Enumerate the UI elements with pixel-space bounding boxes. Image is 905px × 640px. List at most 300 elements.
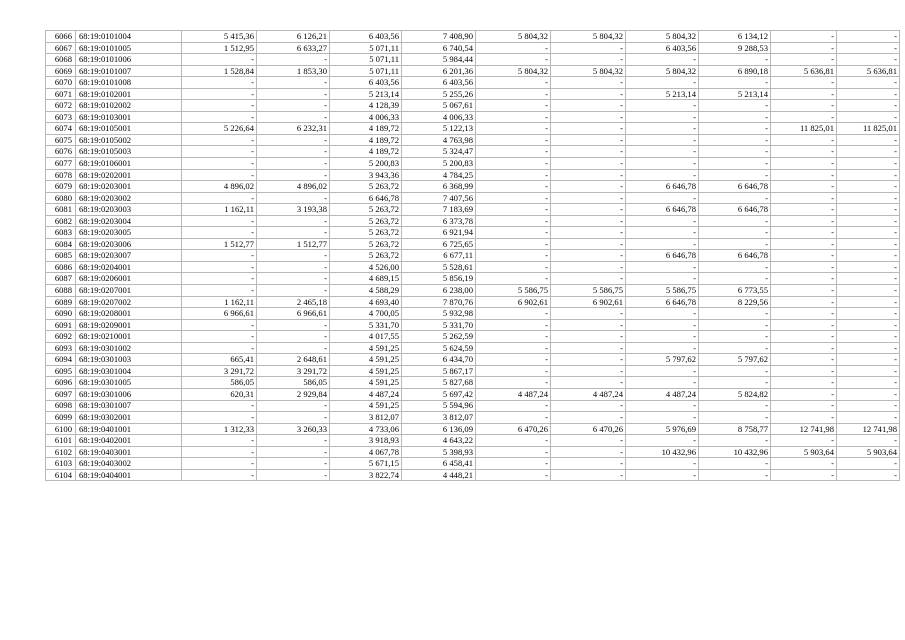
cell-value-1: 1 528,84	[182, 65, 257, 77]
table-row	[46, 146, 900, 158]
cell-value-6: 6 470,26	[551, 423, 626, 435]
cell-value-8: 6 646,78	[699, 250, 771, 262]
cell-row-number: 6088	[46, 285, 76, 297]
cell-value-5: -	[476, 458, 551, 470]
cell-value-10: -	[837, 54, 900, 66]
cell-row-number: 6084	[46, 238, 76, 250]
cell-value-4: 5 324,47	[402, 146, 476, 158]
cell-value-10: -	[837, 412, 900, 424]
cell-value-10: -	[837, 100, 900, 112]
cell-value-7: -	[626, 169, 699, 181]
cell-cadastral-code: 68:19:0105002	[76, 134, 182, 146]
cell-value-4: 6 740,54	[402, 42, 476, 54]
cell-cadastral-code: 68:19:0101004	[76, 31, 182, 43]
cell-value-6: -	[551, 192, 626, 204]
cell-value-6: -	[551, 169, 626, 181]
table-body	[46, 31, 900, 481]
cell-value-9: -	[771, 77, 837, 89]
cell-cadastral-code: 68:19:0403002	[76, 458, 182, 470]
cell-value-4: 5 697,42	[402, 388, 476, 400]
cell-value-6: -	[551, 354, 626, 366]
cell-value-8: -	[699, 54, 771, 66]
cell-value-5: -	[476, 365, 551, 377]
cell-value-8: -	[699, 134, 771, 146]
cell-value-5: -	[476, 227, 551, 239]
cell-value-7: 5 797,62	[626, 354, 699, 366]
cell-value-1: 1 162,11	[182, 296, 257, 308]
table-row	[46, 111, 900, 123]
cell-value-5: 6 470,26	[476, 423, 551, 435]
cell-value-2: -	[257, 446, 330, 458]
cell-cadastral-code: 68:19:0301003	[76, 354, 182, 366]
cell-value-8: 6 646,78	[699, 181, 771, 193]
cell-value-7: -	[626, 469, 699, 481]
cell-value-8: -	[699, 100, 771, 112]
table-row	[46, 319, 900, 331]
cell-value-7: 4 487,24	[626, 388, 699, 400]
cell-value-8: 8 229,56	[699, 296, 771, 308]
cell-row-number: 6066	[46, 31, 76, 43]
cell-value-8: 8 758,77	[699, 423, 771, 435]
cell-value-9: -	[771, 238, 837, 250]
cell-row-number: 6093	[46, 342, 76, 354]
cell-value-1: 1 512,95	[182, 42, 257, 54]
cell-value-7: 5 976,69	[626, 423, 699, 435]
cell-value-2: -	[257, 158, 330, 170]
cell-row-number: 6101	[46, 435, 76, 447]
cell-value-4: 7 408,90	[402, 31, 476, 43]
cell-value-6: -	[551, 308, 626, 320]
cell-value-3: 5 263,72	[330, 215, 402, 227]
cell-value-7: -	[626, 412, 699, 424]
cell-value-3: 4 591,25	[330, 400, 402, 412]
cell-value-7: 5 213,14	[626, 88, 699, 100]
cell-value-8: -	[699, 458, 771, 470]
table-row	[46, 400, 900, 412]
cell-value-8: 9 288,53	[699, 42, 771, 54]
cell-cadastral-code: 68:19:0301004	[76, 365, 182, 377]
cell-value-8: -	[699, 227, 771, 239]
cell-row-number: 6087	[46, 273, 76, 285]
cell-value-9: -	[771, 435, 837, 447]
table-row	[46, 377, 900, 389]
cell-value-3: 3 943,36	[330, 169, 402, 181]
cell-value-9: 5 903,64	[771, 446, 837, 458]
cell-value-6: -	[551, 342, 626, 354]
table-row	[46, 261, 900, 273]
cell-value-6: 6 902,61	[551, 296, 626, 308]
cell-value-10: -	[837, 331, 900, 343]
cell-value-2: -	[257, 458, 330, 470]
cell-value-8: -	[699, 342, 771, 354]
cell-value-1: 665,41	[182, 354, 257, 366]
cell-value-10: -	[837, 308, 900, 320]
cell-value-4: 5 255,26	[402, 88, 476, 100]
cell-row-number: 6079	[46, 181, 76, 193]
cell-value-9: -	[771, 261, 837, 273]
cell-value-7: 6 403,56	[626, 42, 699, 54]
cell-value-7: -	[626, 227, 699, 239]
cell-value-6: -	[551, 77, 626, 89]
cell-value-1: -	[182, 342, 257, 354]
cell-value-5: -	[476, 77, 551, 89]
cell-value-4: 5 262,59	[402, 331, 476, 343]
cell-value-9: -	[771, 88, 837, 100]
cell-value-10: -	[837, 227, 900, 239]
cell-value-4: 3 812,07	[402, 412, 476, 424]
cell-value-3: 4 017,55	[330, 331, 402, 343]
cell-row-number: 6075	[46, 134, 76, 146]
cell-value-1: -	[182, 469, 257, 481]
cell-value-10: 11 825,01	[837, 123, 900, 135]
cell-cadastral-code: 68:19:0101006	[76, 54, 182, 66]
cell-value-3: 6 403,56	[330, 31, 402, 43]
cell-value-1: -	[182, 412, 257, 424]
cell-value-9: 11 825,01	[771, 123, 837, 135]
cell-value-6: -	[551, 261, 626, 273]
cell-value-2: 2 929,84	[257, 388, 330, 400]
cell-value-5: -	[476, 192, 551, 204]
cell-value-1: -	[182, 192, 257, 204]
table-row	[46, 423, 900, 435]
table-row	[46, 435, 900, 447]
cell-value-2: -	[257, 331, 330, 343]
cell-row-number: 6074	[46, 123, 76, 135]
cell-value-2: 3 291,72	[257, 365, 330, 377]
cell-value-8: -	[699, 365, 771, 377]
cell-value-2: -	[257, 169, 330, 181]
cell-value-7: -	[626, 273, 699, 285]
cell-row-number: 6099	[46, 412, 76, 424]
table-row	[46, 204, 900, 216]
table-row	[46, 296, 900, 308]
cell-value-6: -	[551, 238, 626, 250]
cell-value-1: 5 415,36	[182, 31, 257, 43]
table-row	[46, 342, 900, 354]
cell-value-2: 2 648,61	[257, 354, 330, 366]
cell-value-9: -	[771, 400, 837, 412]
cell-value-2: -	[257, 227, 330, 239]
cell-row-number: 6080	[46, 192, 76, 204]
cell-value-9: -	[771, 365, 837, 377]
cell-value-2: 1 853,30	[257, 65, 330, 77]
cell-cadastral-code: 68:19:0208001	[76, 308, 182, 320]
cell-value-6: 4 487,24	[551, 388, 626, 400]
cell-value-3: 5 263,72	[330, 238, 402, 250]
cell-value-5: 5 804,32	[476, 65, 551, 77]
cell-row-number: 6067	[46, 42, 76, 54]
cell-value-4: 7 407,56	[402, 192, 476, 204]
cell-value-10: -	[837, 192, 900, 204]
cell-value-4: 5 067,61	[402, 100, 476, 112]
cell-value-1: -	[182, 88, 257, 100]
cell-value-5: -	[476, 308, 551, 320]
cell-value-4: 6 725,65	[402, 238, 476, 250]
cell-value-7: 6 646,78	[626, 250, 699, 262]
cell-value-9: -	[771, 296, 837, 308]
cell-value-10: -	[837, 388, 900, 400]
cell-value-2: -	[257, 88, 330, 100]
cell-row-number: 6086	[46, 261, 76, 273]
cell-value-8: -	[699, 158, 771, 170]
cell-value-10: 5 903,64	[837, 446, 900, 458]
cell-value-3: 4 588,29	[330, 285, 402, 297]
cell-value-5: 5 586,75	[476, 285, 551, 297]
cell-value-10: -	[837, 111, 900, 123]
cell-value-4: 5 331,70	[402, 319, 476, 331]
cell-value-1: -	[182, 227, 257, 239]
cell-cadastral-code: 68:19:0209001	[76, 319, 182, 331]
cell-value-10: -	[837, 435, 900, 447]
cell-value-1: -	[182, 261, 257, 273]
cell-value-2: -	[257, 134, 330, 146]
cell-value-5: 4 487,24	[476, 388, 551, 400]
cell-value-6: -	[551, 365, 626, 377]
cell-value-9: -	[771, 42, 837, 54]
cell-cadastral-code: 68:19:0207001	[76, 285, 182, 297]
cell-value-2: -	[257, 250, 330, 262]
cell-cadastral-code: 68:19:0105001	[76, 123, 182, 135]
cell-value-3: 4 487,24	[330, 388, 402, 400]
cell-value-4: 6 201,36	[402, 65, 476, 77]
cell-row-number: 6081	[46, 204, 76, 216]
data-table	[45, 30, 900, 481]
cell-value-8: 6 773,55	[699, 285, 771, 297]
cell-row-number: 6076	[46, 146, 76, 158]
cell-value-5: -	[476, 204, 551, 216]
cell-value-8: -	[699, 377, 771, 389]
table-row	[46, 238, 900, 250]
cell-value-10: -	[837, 204, 900, 216]
cell-value-2: -	[257, 100, 330, 112]
cell-cadastral-code: 68:19:0204001	[76, 261, 182, 273]
cell-value-4: 5 200,83	[402, 158, 476, 170]
cell-value-10: -	[837, 31, 900, 43]
cell-value-9: -	[771, 458, 837, 470]
cell-value-6: -	[551, 204, 626, 216]
cell-row-number: 6068	[46, 54, 76, 66]
cell-value-10: -	[837, 377, 900, 389]
cell-cadastral-code: 68:19:0403001	[76, 446, 182, 458]
cell-cadastral-code: 68:19:0101008	[76, 77, 182, 89]
cell-value-7: 6 646,78	[626, 296, 699, 308]
cell-value-9: -	[771, 204, 837, 216]
cell-value-4: 4 643,22	[402, 435, 476, 447]
cell-value-2: -	[257, 215, 330, 227]
cell-value-4: 5 398,93	[402, 446, 476, 458]
cell-cadastral-code: 68:19:0207002	[76, 296, 182, 308]
cell-value-1: -	[182, 400, 257, 412]
table-row	[46, 446, 900, 458]
cell-value-4: 6 458,41	[402, 458, 476, 470]
cell-value-1: -	[182, 458, 257, 470]
cell-row-number: 6083	[46, 227, 76, 239]
cell-value-7: -	[626, 331, 699, 343]
cell-cadastral-code: 68:19:0101007	[76, 65, 182, 77]
cell-value-8: -	[699, 308, 771, 320]
cell-cadastral-code: 68:19:0106001	[76, 158, 182, 170]
table-row	[46, 215, 900, 227]
cell-row-number: 6103	[46, 458, 76, 470]
cell-value-4: 5 122,13	[402, 123, 476, 135]
cell-value-2: 6 232,31	[257, 123, 330, 135]
cell-value-10: -	[837, 77, 900, 89]
cell-value-2: -	[257, 261, 330, 273]
cell-value-8: -	[699, 400, 771, 412]
cell-value-10: -	[837, 42, 900, 54]
cell-value-7: -	[626, 365, 699, 377]
cell-value-5: -	[476, 134, 551, 146]
cell-value-6: -	[551, 469, 626, 481]
cell-cadastral-code: 68:19:0101005	[76, 42, 182, 54]
cell-value-9: -	[771, 31, 837, 43]
cell-value-3: 5 263,72	[330, 204, 402, 216]
cell-row-number: 6069	[46, 65, 76, 77]
cell-row-number: 6094	[46, 354, 76, 366]
cell-value-5: -	[476, 400, 551, 412]
cell-value-9: 5 636,81	[771, 65, 837, 77]
cell-cadastral-code: 68:19:0301007	[76, 400, 182, 412]
cell-value-10: -	[837, 296, 900, 308]
cell-value-9: -	[771, 319, 837, 331]
cell-value-2: 4 896,02	[257, 181, 330, 193]
cell-value-5: -	[476, 181, 551, 193]
cell-value-3: 4 689,15	[330, 273, 402, 285]
cell-value-9: -	[771, 227, 837, 239]
table-row	[46, 181, 900, 193]
cell-value-5: -	[476, 42, 551, 54]
table-row	[46, 458, 900, 470]
cell-value-8: 10 432,96	[699, 446, 771, 458]
cell-value-1: -	[182, 250, 257, 262]
cell-value-2: -	[257, 400, 330, 412]
cell-value-2: 6 966,61	[257, 308, 330, 320]
cell-value-1: -	[182, 111, 257, 123]
cell-value-8: 6 646,78	[699, 204, 771, 216]
cell-cadastral-code: 68:19:0203003	[76, 204, 182, 216]
cell-value-8: -	[699, 435, 771, 447]
cell-value-7: -	[626, 77, 699, 89]
cell-value-10: -	[837, 88, 900, 100]
cell-value-2: 2 465,18	[257, 296, 330, 308]
cell-value-1: -	[182, 134, 257, 146]
cell-value-4: 5 528,61	[402, 261, 476, 273]
cell-value-8: 5 797,62	[699, 354, 771, 366]
cell-value-2: -	[257, 285, 330, 297]
cell-value-5: -	[476, 261, 551, 273]
cell-value-4: 4 784,25	[402, 169, 476, 181]
cell-value-5: -	[476, 146, 551, 158]
cell-cadastral-code: 68:19:0102002	[76, 100, 182, 112]
cell-value-6: -	[551, 400, 626, 412]
cell-value-8: -	[699, 319, 771, 331]
cell-value-9: -	[771, 158, 837, 170]
cell-value-8: -	[699, 215, 771, 227]
cell-value-10: -	[837, 181, 900, 193]
cell-value-2: -	[257, 342, 330, 354]
cell-row-number: 6104	[46, 469, 76, 481]
cell-value-8: -	[699, 331, 771, 343]
cell-value-6: -	[551, 250, 626, 262]
cell-value-5: -	[476, 123, 551, 135]
cell-value-9: -	[771, 469, 837, 481]
cell-value-4: 6 136,09	[402, 423, 476, 435]
cell-value-4: 5 594,96	[402, 400, 476, 412]
cell-value-5: -	[476, 100, 551, 112]
cell-cadastral-code: 68:19:0401001	[76, 423, 182, 435]
cell-value-2: 6 126,21	[257, 31, 330, 43]
cell-value-1: 4 896,02	[182, 181, 257, 193]
cell-value-7: -	[626, 215, 699, 227]
cell-value-6: -	[551, 331, 626, 343]
cell-value-7: -	[626, 308, 699, 320]
cell-cadastral-code: 68:19:0203007	[76, 250, 182, 262]
cell-value-3: 4 591,25	[330, 365, 402, 377]
cell-value-7: 5 586,75	[626, 285, 699, 297]
cell-value-9: -	[771, 54, 837, 66]
table-row	[46, 100, 900, 112]
cell-value-3: 4 733,06	[330, 423, 402, 435]
cell-row-number: 6078	[46, 169, 76, 181]
cell-value-10: -	[837, 215, 900, 227]
cell-value-6: -	[551, 111, 626, 123]
cell-value-1: 3 291,72	[182, 365, 257, 377]
cell-value-3: 4 189,72	[330, 134, 402, 146]
cell-value-5: -	[476, 377, 551, 389]
cell-row-number: 6073	[46, 111, 76, 123]
cell-value-9: -	[771, 331, 837, 343]
cell-value-4: 6 434,70	[402, 354, 476, 366]
cell-value-8: -	[699, 412, 771, 424]
cell-value-2: -	[257, 412, 330, 424]
cell-value-4: 4 763,98	[402, 134, 476, 146]
table-row	[46, 192, 900, 204]
cell-value-3: 4 693,40	[330, 296, 402, 308]
cell-value-4: 7 870,76	[402, 296, 476, 308]
cell-value-3: 4 067,78	[330, 446, 402, 458]
cell-value-3: 4 591,25	[330, 377, 402, 389]
cell-value-5: -	[476, 354, 551, 366]
cell-value-5: 6 902,61	[476, 296, 551, 308]
table-row	[46, 65, 900, 77]
cell-value-1: -	[182, 54, 257, 66]
cell-value-8: 5 213,14	[699, 88, 771, 100]
cell-cadastral-code: 68:19:0302001	[76, 412, 182, 424]
table-row	[46, 158, 900, 170]
cell-value-1: -	[182, 285, 257, 297]
cell-value-6: -	[551, 146, 626, 158]
table-row	[46, 169, 900, 181]
cell-value-4: 6 238,00	[402, 285, 476, 297]
cell-value-9: -	[771, 100, 837, 112]
cell-value-6: -	[551, 88, 626, 100]
cell-value-1: 6 966,61	[182, 308, 257, 320]
cell-value-3: 5 263,72	[330, 227, 402, 239]
cell-value-6: -	[551, 215, 626, 227]
cell-value-3: 4 128,39	[330, 100, 402, 112]
cell-row-number: 6072	[46, 100, 76, 112]
cell-row-number: 6096	[46, 377, 76, 389]
table-row	[46, 31, 900, 43]
cell-value-9: -	[771, 134, 837, 146]
cell-value-5: -	[476, 435, 551, 447]
table-row	[46, 469, 900, 481]
table-row	[46, 365, 900, 377]
cell-value-6: -	[551, 273, 626, 285]
cell-value-6: 5 804,32	[551, 31, 626, 43]
cell-value-5: -	[476, 238, 551, 250]
table-row	[46, 331, 900, 343]
